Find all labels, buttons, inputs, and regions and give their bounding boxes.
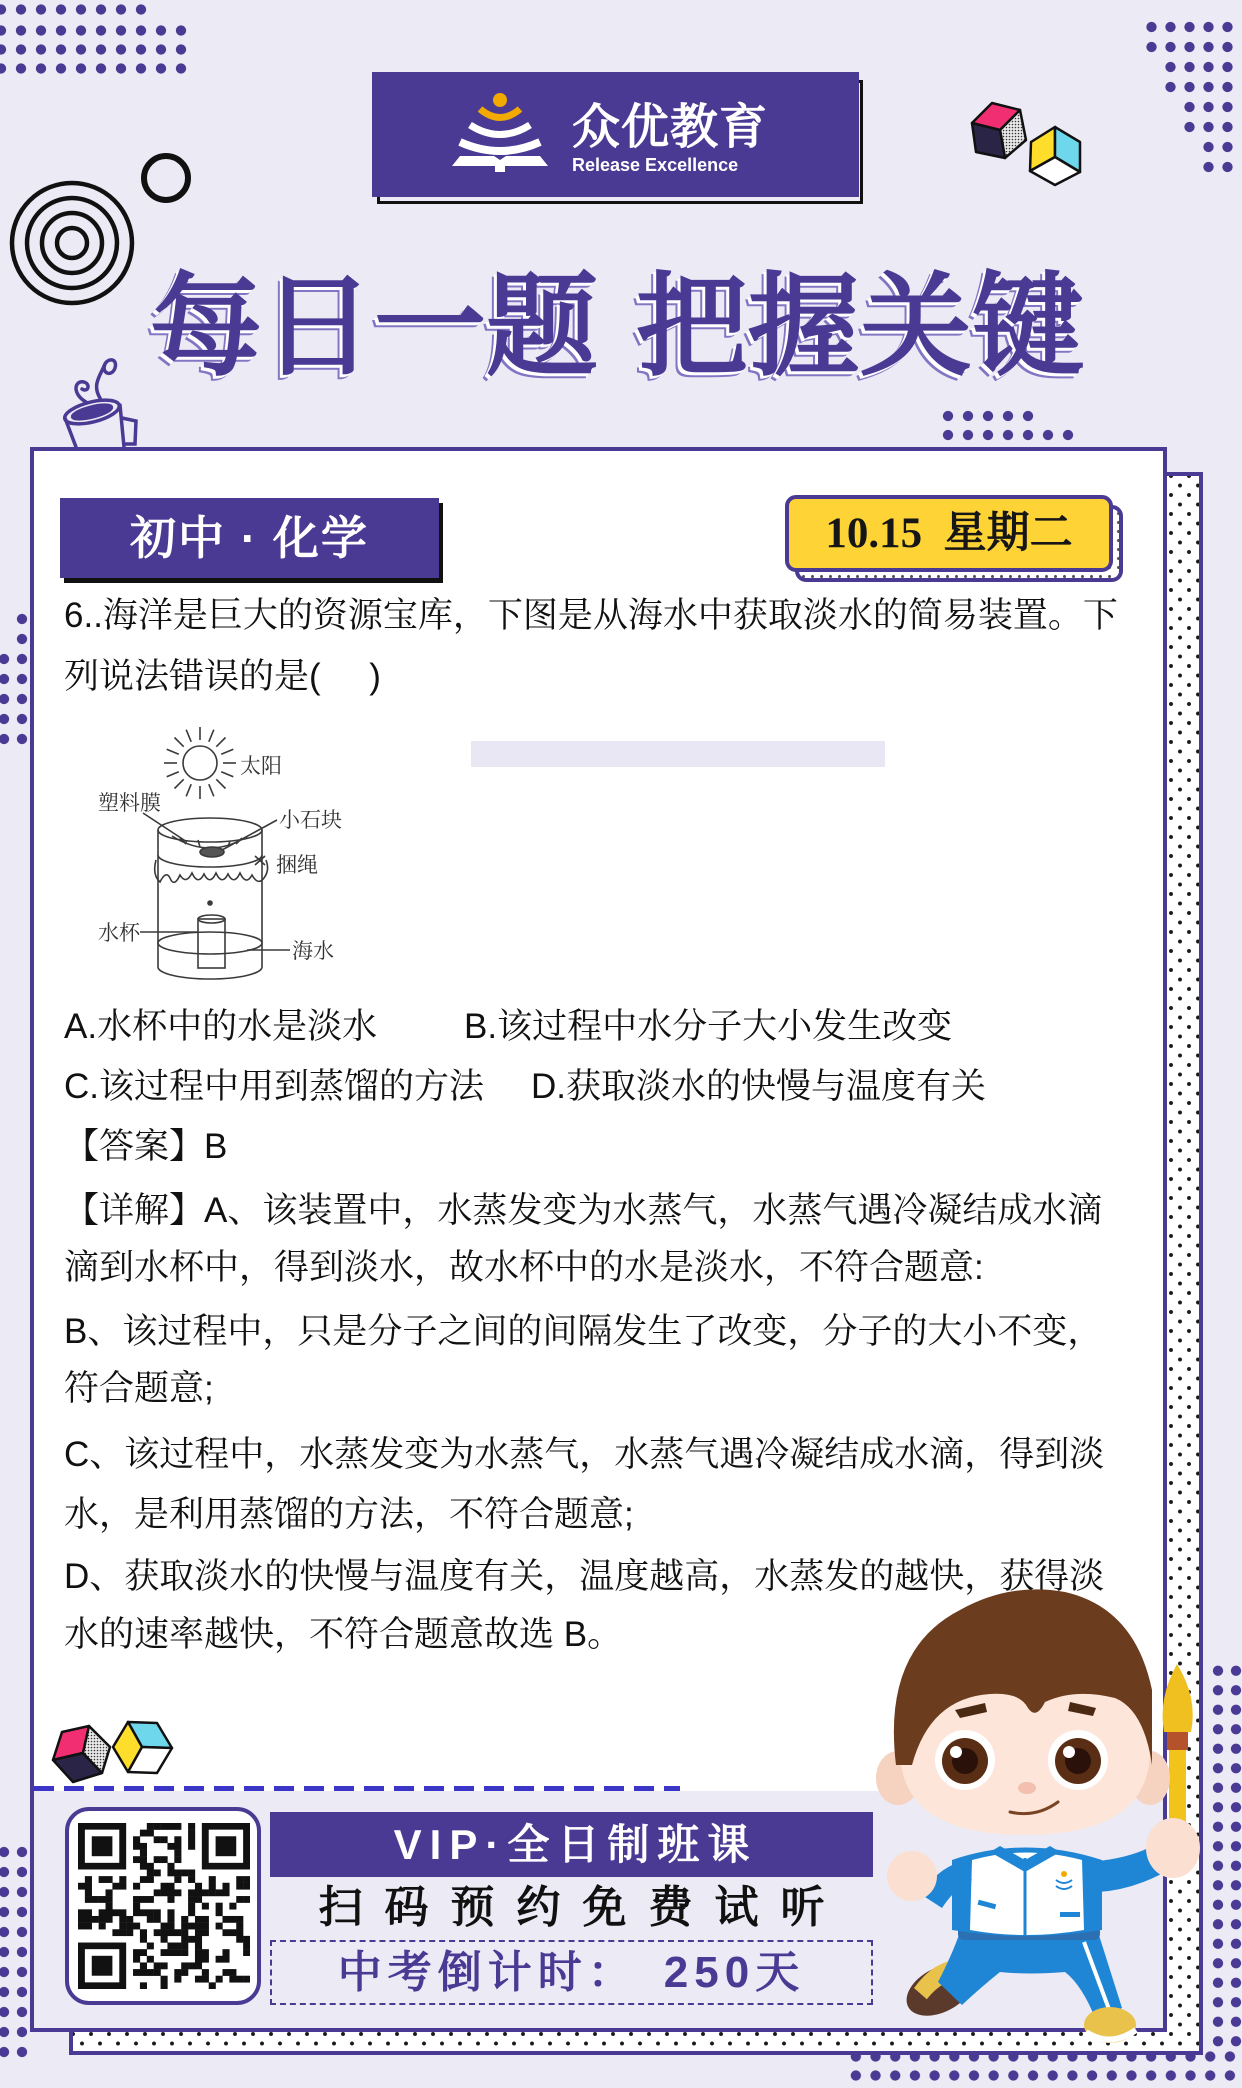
explanation-line: B、该过程中，只是分子之间的间隔发生了改变，分子的大小不变， <box>64 1312 1103 1351</box>
question-text: 6..海洋是巨大的资源宝库，下图是从海水中获取淡水的简易装置。下 <box>64 596 1118 635</box>
dot-grid-under-title <box>938 425 1078 445</box>
explanation-line: 【详解】A、该装置中，水蒸发变为水蒸气，水蒸气遇冷凝结成水滴 <box>64 1191 1103 1230</box>
answer-text: 【答案】B <box>64 1127 228 1166</box>
label-small-stone: 小石块 <box>279 808 342 832</box>
distillation-diagram <box>60 710 400 990</box>
brand-name-en: Release Excellence <box>572 155 739 175</box>
label-sun: 太阳 <box>240 754 282 778</box>
dot-grid-top-right <box>1180 97 1237 137</box>
placeholder-bar <box>471 741 885 767</box>
dot-grid-top-left <box>0 0 151 19</box>
date-badge: 10.15 星期二 <box>785 495 1113 572</box>
headline-part2: 把握关键 <box>636 264 1084 389</box>
brand-logo <box>372 72 859 197</box>
headline-part1: 每日一题 <box>150 264 598 389</box>
exam-countdown <box>270 1940 873 2005</box>
brand-name-cn: 众优教育 <box>572 101 769 154</box>
mascot-boy-icon <box>860 1580 1242 2088</box>
dot-grid-top-left <box>0 21 191 78</box>
explanation-line: D、获取淡水的快慢与温度有关，温度越高，水蒸发的越快，获得淡 <box>64 1557 1105 1596</box>
coffee-cup-icon <box>62 360 136 447</box>
label-water-cup: 水杯 <box>98 921 140 945</box>
dot-grid-top-right <box>1199 137 1237 177</box>
dot-grid-left-mid <box>13 609 31 649</box>
explanation-line: C、该过程中，水蒸发变为水蒸气，水蒸气遇冷凝结成水滴，得到淡 <box>64 1435 1105 1474</box>
dot-grid-left-mid <box>0 649 31 749</box>
option-a: A.水杯中的水是淡水 <box>64 1007 378 1046</box>
logo-book-icon <box>448 92 552 172</box>
subject-label: 初中 · 化学 <box>60 498 439 578</box>
scan-prompt: 扫码预约免费试听 <box>318 1883 847 1932</box>
dot-grid-top-right <box>1142 17 1237 57</box>
explanation-line: 水的速率越快，不符合题意故选 B。 <box>64 1615 623 1654</box>
cubes-icon <box>960 95 1090 195</box>
label-seawater: 海水 <box>292 939 334 963</box>
qr-code <box>65 1807 261 2005</box>
explanation-line: 符合题意; <box>64 1369 214 1408</box>
option-c: C.该过程中用到蒸馏的方法 <box>64 1067 485 1106</box>
label-plastic-film: 塑料膜 <box>98 791 161 815</box>
explanation-line: 水，是利用蒸馏的方法，不符合题意; <box>64 1495 634 1534</box>
qr-code-icon <box>78 1823 250 1989</box>
option-b: B.该过程中水分子大小发生改变 <box>464 1007 953 1046</box>
cubes-icon <box>45 1715 180 1790</box>
dot-grid-top-right <box>1161 57 1237 97</box>
label-rope: 捆绳 <box>276 853 318 877</box>
sun-icon <box>164 727 236 799</box>
option-d: D.获取淡水的快慢与温度有关 <box>531 1067 987 1106</box>
countdown-days: 250天 <box>663 1948 806 1997</box>
dot-grid-under-title <box>938 406 1038 426</box>
question-text: 列说法错误的是( ) <box>64 657 381 696</box>
explanation-line: 滴到水杯中，得到淡水，故水杯中的水是淡水，不符合题意: <box>64 1248 984 1287</box>
course-banner: VIP·全日制班课 <box>270 1812 873 1877</box>
countdown-label: 中考倒计时： <box>337 1948 638 1997</box>
dot-grid-left-bottom <box>0 1842 31 2062</box>
